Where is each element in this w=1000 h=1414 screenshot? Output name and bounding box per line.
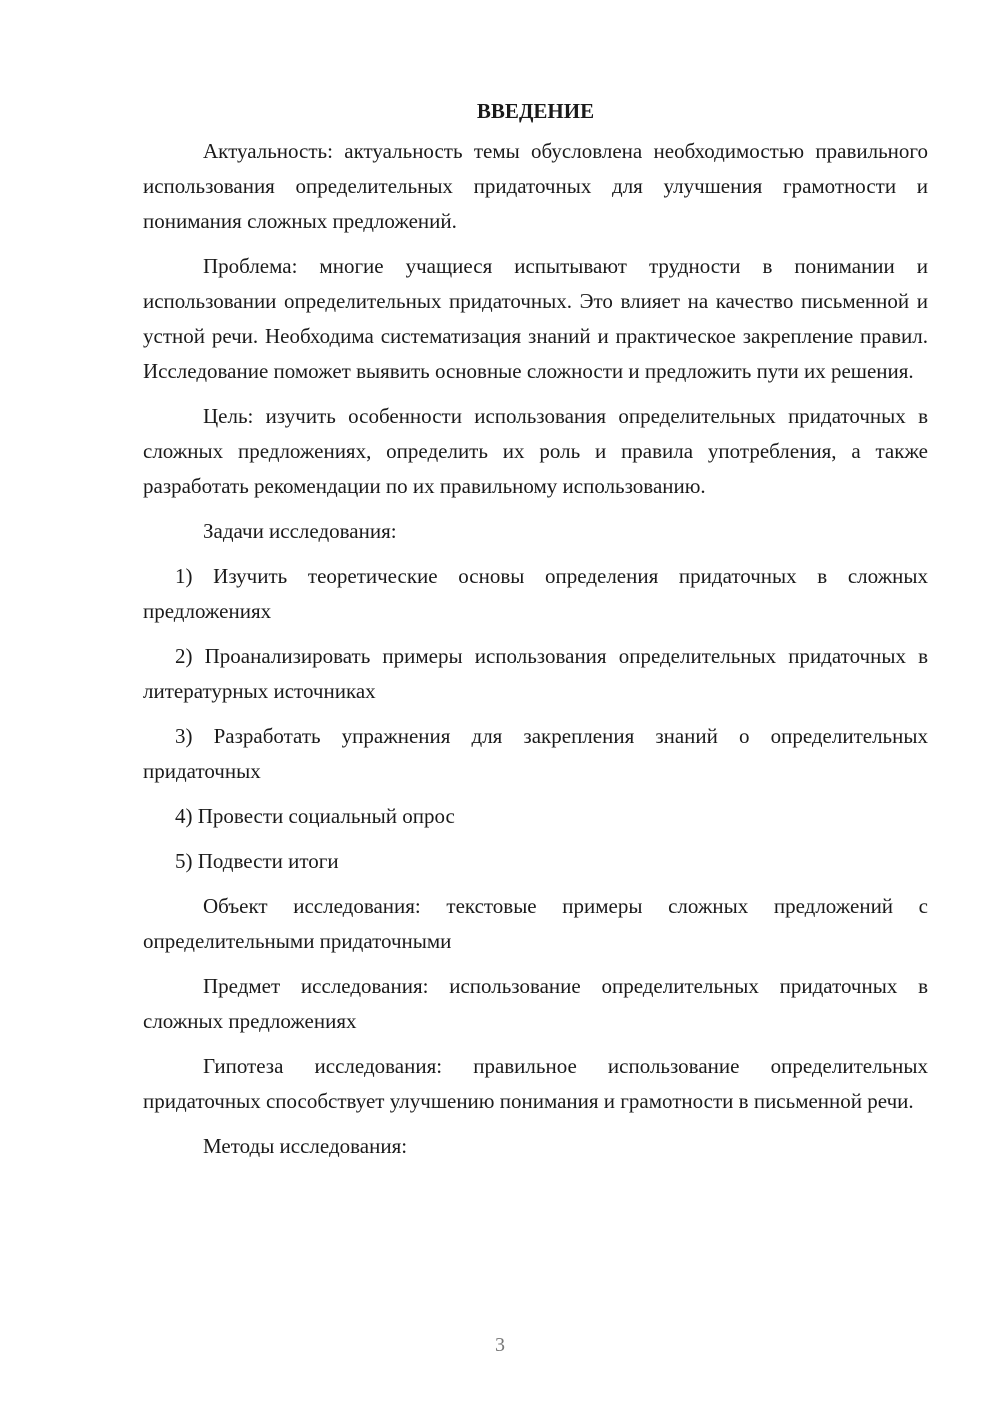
paragraph-hypothesis: Гипотеза исследования: правильное использование определительных придаточных способствует улучшению понимания и грамотности в письменной речи. — [143, 1054, 928, 1113]
task-item: 3) Разработать упражнения для закрепления знаний о определительных придаточных — [143, 724, 928, 783]
task-item: 4) Провести социальный опрос — [175, 804, 455, 828]
task-item: 1) Изучить теоретические основы определения придаточных в сложных предложениях — [143, 564, 928, 623]
task-item: 5) Подвести итоги — [175, 849, 339, 873]
paragraph-methods-heading: Методы исследования: — [203, 1134, 408, 1158]
document-page — [143, 96, 928, 1174]
paragraph-goal: Цель: изучить особенности использования определительных придаточных в сложных предложениях, определить их роль и правила употребления, а также разработать рекомендации по их правильному использованию. — [143, 404, 928, 498]
paragraph-relevance: Актуальность: актуальность темы обусловлена необходимостью правильного использования определительных придаточных для улучшения грамотности и понимания сложных предложений. — [143, 139, 928, 233]
paragraph-tasks-heading: Задачи исследования: — [203, 519, 397, 543]
paragraph-object: Объект исследования: текстовые примеры сложных предложений с определительными придаточными — [143, 894, 928, 953]
task-item: 2) Проанализировать примеры использования определительных придаточных в литературных источниках — [143, 644, 928, 703]
page-title: ВВЕДЕНИЕ — [476, 99, 595, 123]
page-number: 3 — [495, 1334, 505, 1356]
paragraph-problem: Проблема: многие учащиеся испытывают трудности в понимании и использовании определительных придаточных. Это влияет на качество письменной и устной речи. Необходима систематизация знаний и практическое закрепление правил. Исследование поможет выявить основные сложности и предложить пути их решения. — [143, 254, 928, 383]
paragraph-subject: Предмет исследования: использование определительных придаточных в сложных предложениях — [143, 974, 928, 1033]
